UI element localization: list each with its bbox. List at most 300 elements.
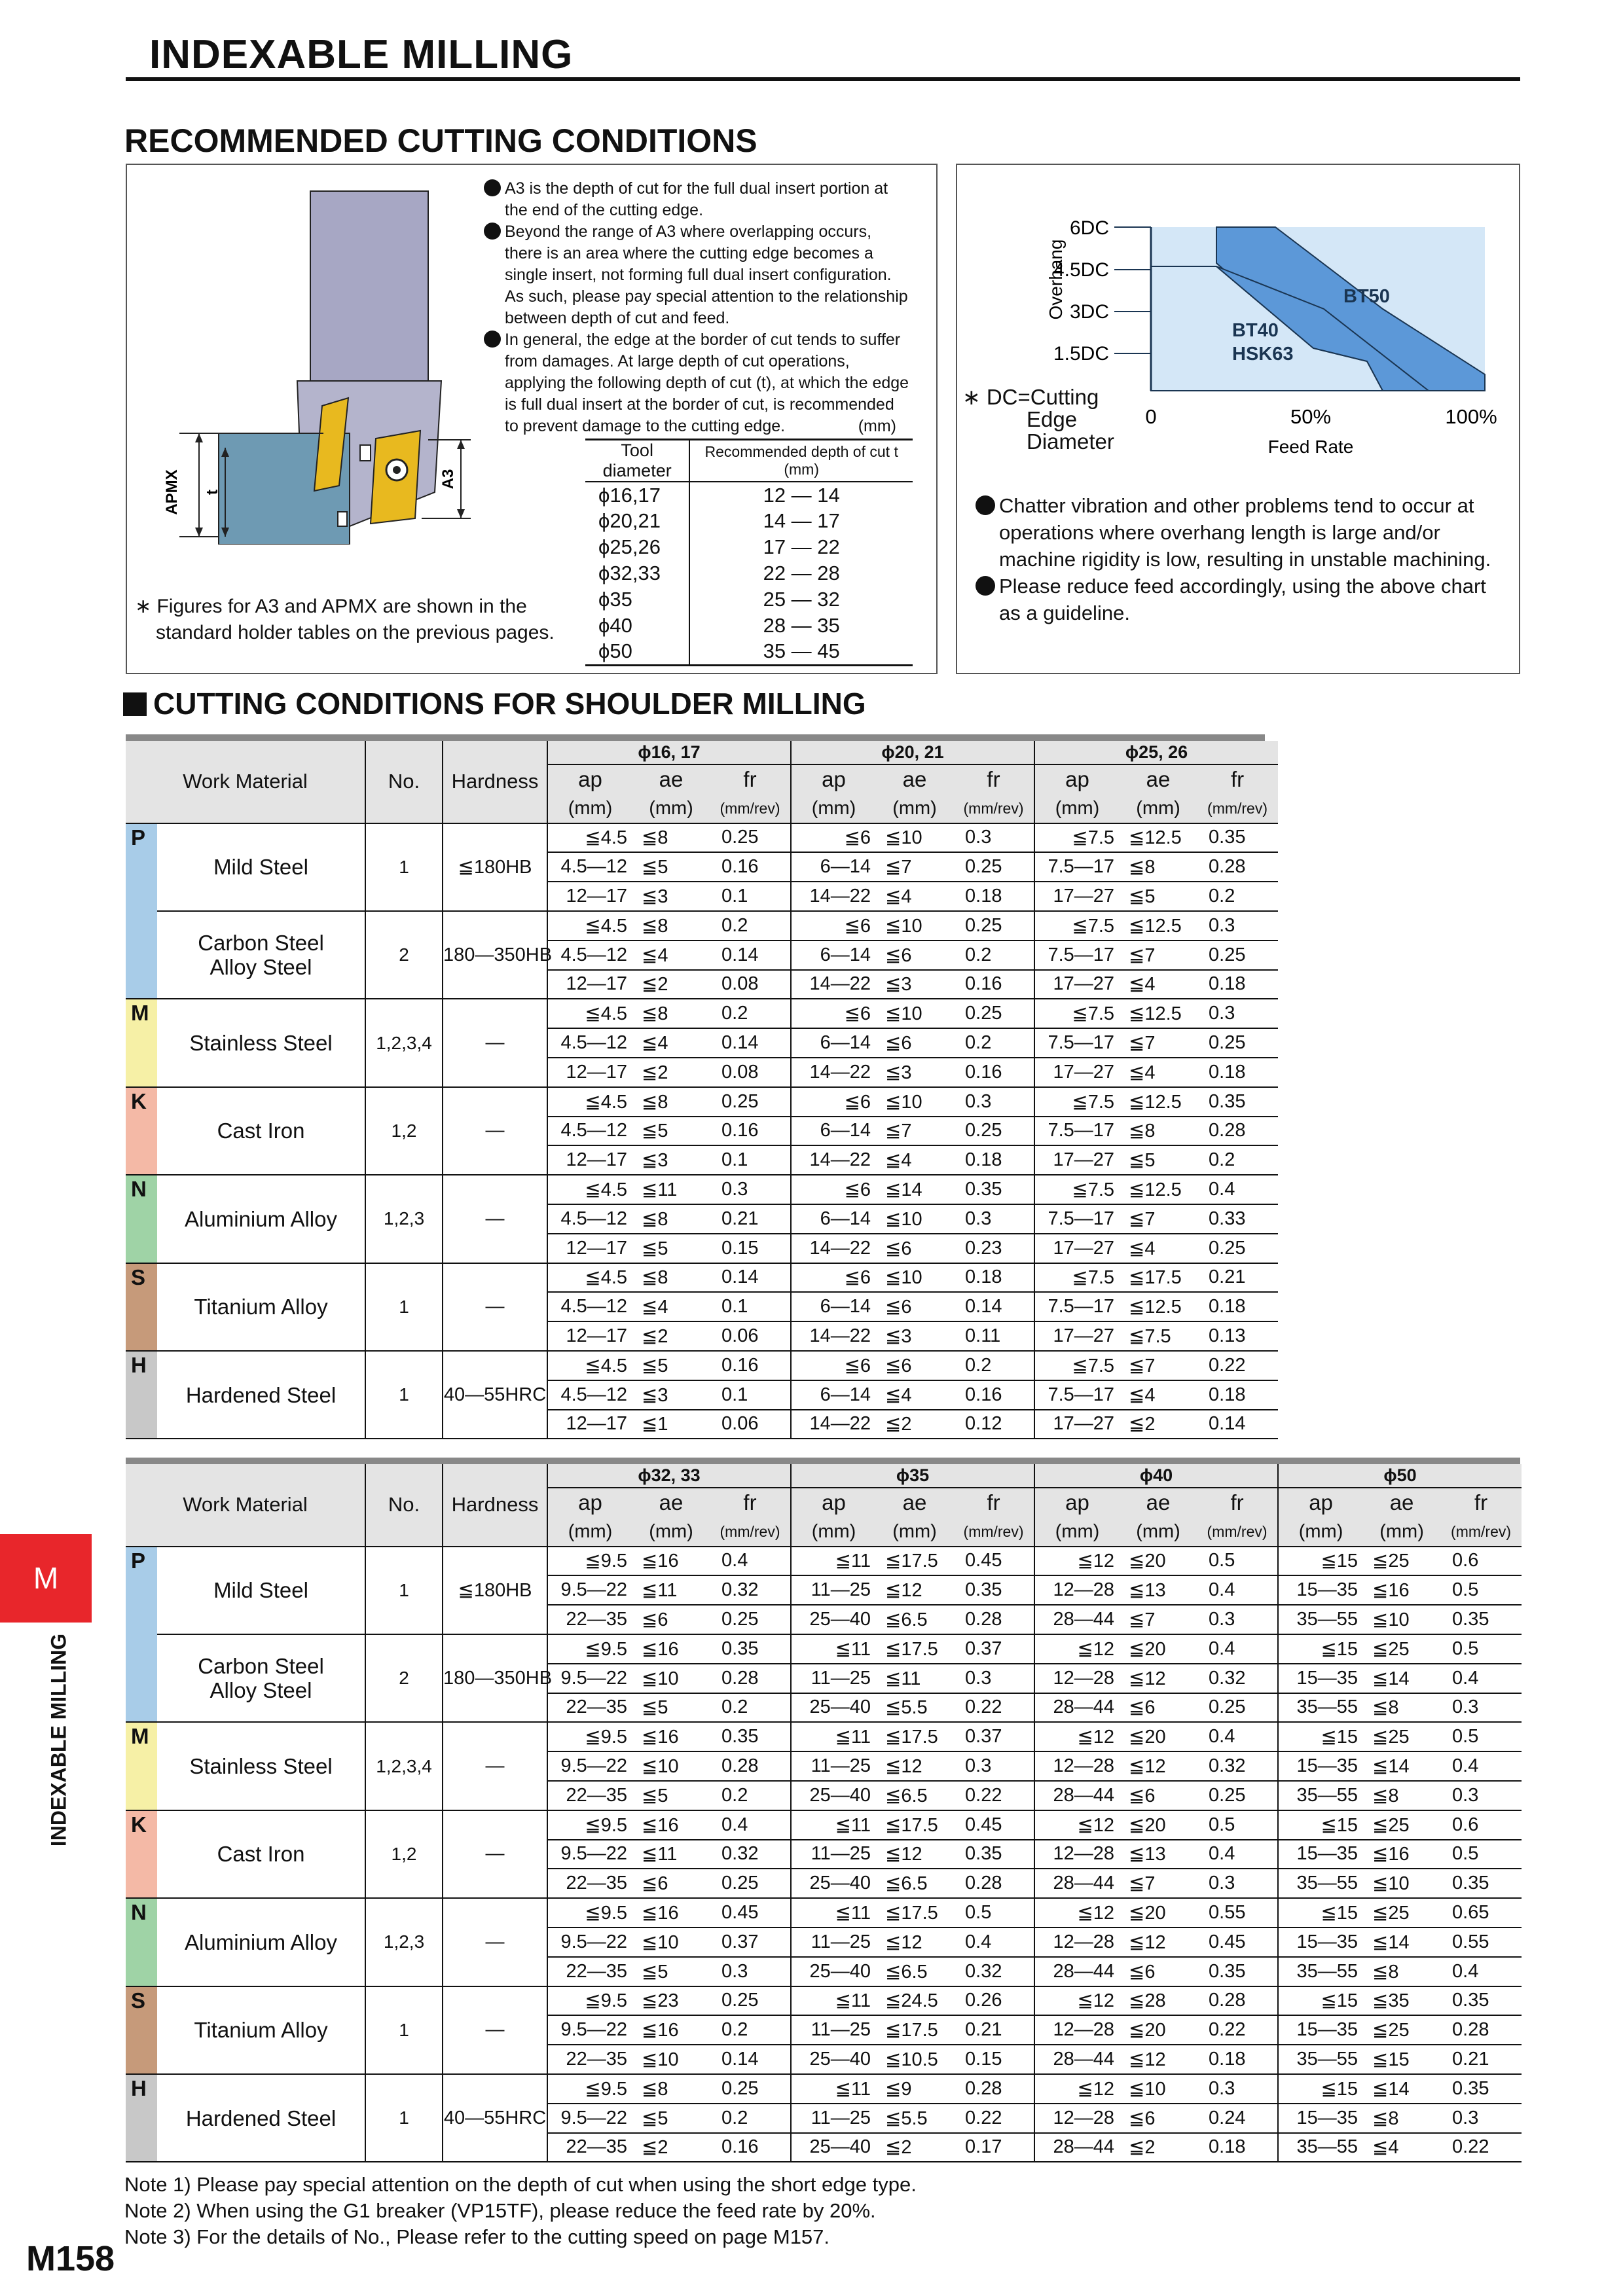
depth-of-cut-table <box>585 439 913 666</box>
cell-ae: ≦17.5 <box>876 1722 953 1751</box>
cell-ap: 9.5—22 <box>547 2015 632 2045</box>
cell-fr: 0.2 <box>710 2104 791 2133</box>
cell-fr: 0.4 <box>710 1810 791 1840</box>
header-fr: fr <box>953 764 1034 794</box>
material-code: H <box>126 1351 157 1439</box>
cell-fr: 0.5 <box>1440 1722 1522 1751</box>
cell-ae: ≦25 <box>1363 1810 1440 1840</box>
table2-top-bar <box>126 1458 1520 1464</box>
cell-ae: ≦17.5 <box>876 1634 953 1664</box>
cell-ae: ≦12.5 <box>1120 1087 1197 1117</box>
material-name: Cast Iron <box>157 1087 365 1175</box>
depth-value: 35 — 45 <box>763 639 840 663</box>
material-name: Mild Steel <box>157 1547 365 1634</box>
cell-ae: ≦10 <box>632 1928 710 1957</box>
cell-ap: 15—35 <box>1278 1664 1363 1693</box>
header-work-material: Work Material <box>126 1464 365 1547</box>
cell-fr: 0.06 <box>710 1321 791 1351</box>
material-name: Cast Iron <box>157 1810 365 1898</box>
cell-ae: ≦5 <box>632 1957 710 1986</box>
cell-fr: 0.18 <box>953 882 1034 911</box>
cell-ae: ≦4 <box>876 882 953 911</box>
cell-ap: ≦9.5 <box>547 1634 632 1664</box>
cell-ae: ≦8 <box>1363 1693 1440 1723</box>
cell-ap: 35—55 <box>1278 2133 1363 2162</box>
cell-ae: ≦14 <box>1363 1928 1440 1957</box>
cell-fr: 0.35 <box>710 1634 791 1664</box>
material-hardness: — <box>443 1986 547 2074</box>
cell-ae: ≦10 <box>632 1751 710 1781</box>
header-ae: ae <box>1363 1488 1440 1517</box>
cell-fr: 0.25 <box>1197 1028 1278 1058</box>
cell-fr: 0.22 <box>1197 1351 1278 1380</box>
bt50-label: BT50 <box>1343 286 1390 307</box>
header-row-diameters <box>126 741 1278 764</box>
cell-fr: 0.2 <box>1197 882 1278 911</box>
cell-fr: 0.25 <box>1197 941 1278 970</box>
cell-ap: 22—35 <box>547 1781 632 1810</box>
cell-ap: 25—40 <box>791 1869 876 1898</box>
overhang-chart-panel <box>956 164 1520 674</box>
cell-ae: ≦8 <box>632 911 710 941</box>
cell-fr: 0.18 <box>953 1145 1034 1175</box>
cell-ap: ≦11 <box>791 1986 876 2016</box>
cell-fr: 0.18 <box>1197 1380 1278 1410</box>
header-ae-unit: (mm) <box>632 794 710 823</box>
cell-ae: ≦25 <box>1363 1898 1440 1928</box>
header-fr-unit: (mm/rev) <box>710 794 791 823</box>
cell-ae: ≦14 <box>876 1175 953 1204</box>
cell-ap: 12—17 <box>547 882 632 911</box>
cell-fr: 0.5 <box>953 1898 1034 1928</box>
ylabel: Overhang <box>1046 239 1066 320</box>
material-code: N <box>126 1898 157 1986</box>
cell-ap: 25—40 <box>791 1605 876 1634</box>
cell-ap: 15—35 <box>1278 1840 1363 1869</box>
xtick-0: 0 <box>1145 405 1157 428</box>
cell-fr: 0.2 <box>953 941 1034 970</box>
cell-fr: 0.6 <box>1440 1547 1522 1576</box>
cell-ae: ≦5 <box>632 1351 710 1380</box>
header-fr: fr <box>710 1488 791 1517</box>
cell-fr: 0.14 <box>710 2045 791 2074</box>
header-diameter: ϕ16, 17 <box>547 741 791 764</box>
material-code: N <box>126 1175 157 1263</box>
cell-ap: ≦9.5 <box>547 1722 632 1751</box>
material-no: 1 <box>365 1351 443 1439</box>
cell-ap: 11—25 <box>791 2104 876 2133</box>
cell-fr: 0.28 <box>1197 852 1278 882</box>
cell-ap: 12—17 <box>547 1321 632 1351</box>
cell-ae: ≦13 <box>1120 1840 1197 1869</box>
cell-ap: ≦7.5 <box>1034 1351 1120 1380</box>
chatter-notes <box>976 492 1512 626</box>
cell-ae: ≦10 <box>1363 1605 1440 1634</box>
cell-fr: 0.35 <box>953 1575 1034 1605</box>
note-1: Note 1) Please pay special attention on the depth of cut when using the short edge type. <box>124 2173 917 2196</box>
cell-ap: 7.5—17 <box>1034 1117 1120 1146</box>
header-work-material: Work Material <box>126 741 365 823</box>
cell-fr: 0.25 <box>710 1869 791 1898</box>
material-no: 2 <box>365 1634 443 1722</box>
cell-ae: ≦20 <box>1120 1722 1197 1751</box>
material-code: S <box>126 1986 157 2074</box>
material-hardness: 180—350HB <box>443 911 547 999</box>
cell-ae: ≦6 <box>876 1234 953 1263</box>
cell-ae: ≦12.5 <box>1120 823 1197 853</box>
cell-ap: ≦6 <box>791 1087 876 1117</box>
cell-fr: 0.35 <box>1440 1605 1522 1634</box>
cell-ae: ≦7 <box>1120 1204 1197 1234</box>
table-row <box>126 1087 1278 1117</box>
material-no: 1,2,3,4 <box>365 1722 443 1810</box>
depth-value: 12 — 14 <box>763 483 840 507</box>
cell-ap: ≦11 <box>791 1722 876 1751</box>
cell-ap: ≦12 <box>1034 1986 1120 2016</box>
cell-ap: 12—17 <box>547 1145 632 1175</box>
cell-fr: 0.28 <box>1197 1117 1278 1146</box>
cell-ae: ≦8 <box>632 1087 710 1117</box>
cell-ae: ≦7 <box>1120 1351 1197 1380</box>
cell-ae: ≦11 <box>632 1175 710 1204</box>
cell-fr: 0.45 <box>710 1898 791 1928</box>
bullet-dot-icon <box>484 331 501 348</box>
header-ae: ae <box>876 1488 953 1517</box>
cell-fr: 0.4 <box>1197 1722 1278 1751</box>
cell-fr: 0.25 <box>1197 1781 1278 1810</box>
header-ap: ap <box>791 764 876 794</box>
cell-ap: 6—14 <box>791 852 876 882</box>
cell-ae: ≦6 <box>876 1351 953 1380</box>
cell-ae: ≦14 <box>1363 2074 1440 2104</box>
header-ae-unit: (mm) <box>632 1517 710 1547</box>
cell-fr: 0.6 <box>1440 1810 1522 1840</box>
cell-ap: 17—27 <box>1034 1058 1120 1087</box>
header-diameter: ϕ25, 26 <box>1034 741 1278 764</box>
depth-value: 17 — 22 <box>763 535 840 558</box>
cell-fr: 0.16 <box>710 2133 791 2162</box>
cell-ap: 22—35 <box>547 1693 632 1723</box>
cell-ae: ≦7 <box>876 1117 953 1146</box>
xtick-50: 50% <box>1290 405 1332 428</box>
material-no: 1,2,3 <box>365 1175 443 1263</box>
cell-ap: ≦11 <box>791 2074 876 2104</box>
cell-ap: 14—22 <box>791 970 876 999</box>
depth-value: 28 — 35 <box>763 614 840 637</box>
cell-ae: ≦2 <box>876 2133 953 2162</box>
cell-fr: 0.37 <box>953 1634 1034 1664</box>
cell-fr: 0.2 <box>710 1781 791 1810</box>
cell-ap: 28—44 <box>1034 2133 1120 2162</box>
material-no: 2 <box>365 911 443 999</box>
depth-row <box>585 613 913 639</box>
hsk63-label: HSK63 <box>1232 344 1294 365</box>
cell-ae: ≦10 <box>876 999 953 1028</box>
cell-ap: 4.5—12 <box>547 941 632 970</box>
depth-row <box>585 534 913 560</box>
cell-fr: 0.35 <box>1197 823 1278 853</box>
cell-fr: 0.25 <box>953 999 1034 1028</box>
cell-ae: ≦1 <box>632 1410 710 1439</box>
header-ap-unit: (mm) <box>1034 1517 1120 1547</box>
cell-fr: 0.18 <box>1197 2133 1278 2162</box>
cell-fr: 0.3 <box>1440 1781 1522 1810</box>
cell-ae: ≦10 <box>876 1204 953 1234</box>
cell-fr: 0.4 <box>1197 1634 1278 1664</box>
cell-ae: ≦12 <box>876 1928 953 1957</box>
cell-ap: 6—14 <box>791 941 876 970</box>
cell-ap: ≦9.5 <box>547 1547 632 1576</box>
cell-ae: ≦12 <box>876 1751 953 1781</box>
bullet-2: Beyond the range of A3 where overlapping occurs, there is an area where the cutting edge becomes a single insert, not forming full dual insert configuration. As such, please pay special attention to the relationship between depth of cut and feed. <box>484 221 929 329</box>
header-fr: fr <box>1197 764 1278 794</box>
cell-ap: ≦11 <box>791 1634 876 1664</box>
cell-ae: ≦3 <box>632 882 710 911</box>
header-ae-unit: (mm) <box>1120 794 1197 823</box>
cell-ae: ≦2 <box>1120 1410 1197 1439</box>
cell-ae: ≦16 <box>1363 1840 1440 1869</box>
cell-fr: 0.3 <box>953 1204 1034 1234</box>
cell-ap: ≦11 <box>791 1810 876 1840</box>
cell-ap: ≦4.5 <box>547 911 632 941</box>
cell-ap: ≦15 <box>1278 2074 1363 2104</box>
cell-fr: 0.17 <box>953 2133 1034 2162</box>
cell-ap: 4.5—12 <box>547 1292 632 1321</box>
cell-fr: 0.35 <box>1440 2074 1522 2104</box>
cell-ae: ≦7 <box>1120 1869 1197 1898</box>
dc-note: ∗ DC=Cutting Edge Diameter <box>962 385 1114 454</box>
cell-ap: 35—55 <box>1278 2045 1363 2074</box>
cell-fr: 0.32 <box>1197 1751 1278 1781</box>
cell-ap: 28—44 <box>1034 1605 1120 1634</box>
cell-ap: ≦12 <box>1034 1898 1120 1928</box>
material-hardness: — <box>443 1175 547 1263</box>
table-row <box>126 1547 1522 1576</box>
side-tab[interactable] <box>0 1534 92 1623</box>
cell-ap: 14—22 <box>791 1234 876 1263</box>
cell-ap: ≦11 <box>791 1547 876 1576</box>
cell-fr: 0.3 <box>1197 1869 1278 1898</box>
cell-ae: ≦25 <box>1363 1722 1440 1751</box>
cell-ap: ≦7.5 <box>1034 1087 1120 1117</box>
cell-fr: 0.55 <box>1197 1898 1278 1928</box>
material-hardness: — <box>443 999 547 1086</box>
cell-fr: 0.15 <box>710 1234 791 1263</box>
cell-fr: 0.32 <box>710 1575 791 1605</box>
cell-ae: ≦15 <box>1363 2045 1440 2074</box>
header-ap: ap <box>547 1488 632 1517</box>
cell-fr: 0.22 <box>1197 2015 1278 2045</box>
cell-ae: ≦20 <box>1120 2015 1197 2045</box>
cell-fr: 0.22 <box>1440 2133 1522 2162</box>
cell-ap: ≦4.5 <box>547 1263 632 1293</box>
cell-ap: 12—28 <box>1034 1664 1120 1693</box>
material-no: 1,2,3 <box>365 1898 443 1986</box>
cell-ae: ≦14 <box>1363 1751 1440 1781</box>
cell-ae: ≦10 <box>876 1087 953 1117</box>
header-ap: ap <box>547 764 632 794</box>
cell-ae: ≦8 <box>1363 1957 1440 1986</box>
material-name: Hardened Steel <box>157 1351 365 1439</box>
cell-ae: ≦16 <box>1363 1575 1440 1605</box>
header-no: No. <box>365 1464 443 1547</box>
cell-fr: 0.16 <box>953 1380 1034 1410</box>
cell-ae: ≦6.5 <box>876 1869 953 1898</box>
material-code: M <box>126 999 157 1086</box>
cell-ae: ≦3 <box>876 970 953 999</box>
cell-ap: 11—25 <box>791 1575 876 1605</box>
cell-ap: ≦7.5 <box>1034 823 1120 853</box>
header-diameter: ϕ32, 33 <box>547 1464 791 1488</box>
cell-ap: ≦12 <box>1034 1722 1120 1751</box>
cell-fr: 0.4 <box>1197 1840 1278 1869</box>
bt40-label: BT40 <box>1232 320 1279 341</box>
cell-ae: ≦5 <box>632 1781 710 1810</box>
cell-ae: ≦6 <box>876 1292 953 1321</box>
table-row <box>126 1351 1278 1380</box>
ytick-1-5dc: 1.5DC <box>1053 343 1109 365</box>
bullet-dot-icon <box>976 576 995 596</box>
material-hardness: — <box>443 1810 547 1898</box>
chatter-bullet-2: Please reduce feed accordingly, using the above chart as a guideline. <box>976 573 1512 626</box>
table-row <box>126 1175 1278 1204</box>
cell-fr: 0.22 <box>953 1781 1034 1810</box>
cell-ap: 12—28 <box>1034 2015 1120 2045</box>
cell-ap: 6—14 <box>791 1117 876 1146</box>
cell-fr: 0.25 <box>710 2074 791 2104</box>
material-code: K <box>126 1087 157 1175</box>
cell-ae: ≦7 <box>876 852 953 882</box>
cell-ap: ≦15 <box>1278 1722 1363 1751</box>
cell-ae: ≦16 <box>632 2015 710 2045</box>
header-ap-unit: (mm) <box>1278 1517 1363 1547</box>
cell-fr: 0.13 <box>1197 1321 1278 1351</box>
header-ap-unit: (mm) <box>1034 794 1120 823</box>
apmx-label: APMX <box>163 469 181 515</box>
header-fr: fr <box>953 1488 1034 1517</box>
material-hardness: ≦180HB <box>443 1547 547 1634</box>
cell-ae: ≦16 <box>632 1810 710 1840</box>
cell-ap: 25—40 <box>791 2045 876 2074</box>
cell-fr: 0.28 <box>710 1751 791 1781</box>
cell-fr: 0.18 <box>1197 1292 1278 1321</box>
cell-ae: ≦3 <box>632 1380 710 1410</box>
cell-ae: ≦35 <box>1363 1986 1440 2016</box>
title-rule <box>126 77 1520 81</box>
cell-ae: ≦4 <box>632 1292 710 1321</box>
material-name: Hardened Steel <box>157 2074 365 2162</box>
cell-fr: 0.14 <box>953 1292 1034 1321</box>
cell-ae: ≦8 <box>1120 1117 1197 1146</box>
a3-footnote: ∗ Figures for A3 and APMX are shown in the standard holder tables on the previous pages. <box>135 596 555 643</box>
cell-ae: ≦12 <box>1120 2045 1197 2074</box>
table-row <box>126 1898 1522 1928</box>
cell-fr: 0.25 <box>953 911 1034 941</box>
cell-fr: 0.18 <box>1197 1058 1278 1087</box>
cell-fr: 0.4 <box>1440 1664 1522 1693</box>
cell-ae: ≦8 <box>632 2074 710 2104</box>
cell-ap: 15—35 <box>1278 1928 1363 1957</box>
cell-ae: ≦12 <box>876 1840 953 1869</box>
material-name: Stainless Steel <box>157 1722 365 1810</box>
cell-ap: ≦6 <box>791 1263 876 1293</box>
cell-ap: 12—17 <box>547 1058 632 1087</box>
material-name: Stainless Steel <box>157 999 365 1086</box>
cell-fr: 0.14 <box>710 941 791 970</box>
cell-ae: ≦2 <box>876 1410 953 1439</box>
cell-ap: ≦12 <box>1034 1634 1120 1664</box>
header-fr: fr <box>1440 1488 1522 1517</box>
a3-notes <box>484 178 929 437</box>
depth-row <box>585 560 913 586</box>
cell-fr: 0.08 <box>710 1058 791 1087</box>
table-row <box>126 1986 1522 2016</box>
cell-fr: 0.5 <box>1440 1575 1522 1605</box>
material-hardness: 40—55HRC <box>443 1351 547 1439</box>
cell-ap: ≦7.5 <box>1034 999 1120 1028</box>
cell-ae: ≦4 <box>1363 2133 1440 2162</box>
cell-ae: ≦6 <box>876 941 953 970</box>
cell-fr: 0.45 <box>1197 1928 1278 1957</box>
cell-fr: 0.3 <box>953 1751 1034 1781</box>
cell-ap: ≦4.5 <box>547 823 632 853</box>
cell-ae: ≦16 <box>632 1722 710 1751</box>
cell-fr: 0.5 <box>1197 1547 1278 1576</box>
cell-ae: ≦10 <box>876 1263 953 1293</box>
cell-ae: ≦16 <box>632 1898 710 1928</box>
header-diameter: ϕ40 <box>1034 1464 1278 1488</box>
cell-ae: ≦4 <box>1120 970 1197 999</box>
table1-top-bar <box>126 734 1265 741</box>
material-code: H <box>126 2074 157 2162</box>
table-row <box>126 1810 1522 1840</box>
cell-ap: 25—40 <box>791 2133 876 2162</box>
cell-ae: ≦5 <box>632 1117 710 1146</box>
cell-ap: ≦7.5 <box>1034 1175 1120 1204</box>
cell-ae: ≦8 <box>632 1204 710 1234</box>
cell-ap: 28—44 <box>1034 2045 1120 2074</box>
cell-ae: ≦3 <box>632 1145 710 1175</box>
cell-ap: ≦15 <box>1278 1547 1363 1576</box>
cell-fr: 0.4 <box>710 1547 791 1576</box>
cell-ae: ≦17.5 <box>876 1547 953 1576</box>
unit-mm: (mm) <box>858 417 896 435</box>
cell-ap: 7.5—17 <box>1034 1028 1120 1058</box>
cell-fr: 0.37 <box>953 1722 1034 1751</box>
cell-fr: 0.35 <box>1440 1869 1522 1898</box>
cell-fr: 0.35 <box>1197 1087 1278 1117</box>
cell-ae: ≦16 <box>632 1547 710 1576</box>
cell-ap: 17—27 <box>1034 1321 1120 1351</box>
cell-ae: ≦28 <box>1120 1986 1197 2016</box>
cell-fr: 0.2 <box>953 1351 1034 1380</box>
material-name: Carbon Steel Alloy Steel <box>157 911 365 999</box>
cell-ap: 11—25 <box>791 1664 876 1693</box>
cell-fr: 0.15 <box>953 2045 1034 2074</box>
cell-ae: ≦11 <box>632 1575 710 1605</box>
cell-ap: ≦6 <box>791 999 876 1028</box>
depth-diameter: ϕ20,21 <box>585 508 689 534</box>
section-title-recommended: RECOMMENDED CUTTING CONDITIONS <box>124 122 757 159</box>
material-no: 1 <box>365 823 443 911</box>
material-code <box>126 911 157 999</box>
cell-ae: ≦24.5 <box>876 1986 953 2016</box>
material-hardness: — <box>443 1263 547 1351</box>
cell-ae: ≦6 <box>1120 1957 1197 1986</box>
cell-ae: ≦6 <box>632 1869 710 1898</box>
table-row <box>126 2074 1522 2104</box>
cell-fr: 0.4 <box>1440 1751 1522 1781</box>
